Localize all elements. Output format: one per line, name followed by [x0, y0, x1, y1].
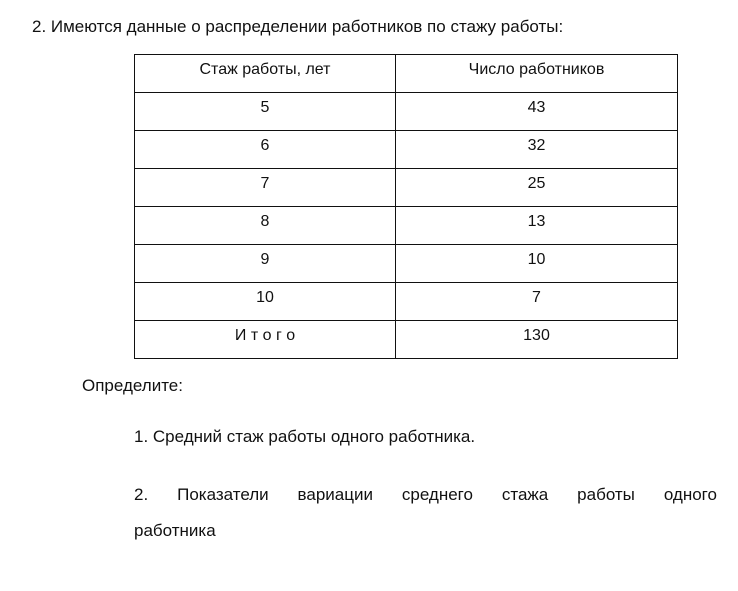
table-header-row — [135, 55, 678, 93]
table-row — [135, 131, 678, 169]
experience-cell: 9 — [135, 245, 396, 283]
experience-cell: 5 — [135, 93, 396, 131]
question-2-word: стажа — [501, 485, 549, 504]
table-row — [135, 245, 678, 283]
experience-distribution-table — [134, 54, 678, 359]
question-2 — [134, 477, 717, 549]
total-value: 130 — [396, 321, 678, 359]
table-row — [135, 207, 678, 245]
table-total-row — [135, 321, 678, 359]
experience-cell: 7 — [135, 169, 396, 207]
workers-cell: 25 — [396, 169, 678, 207]
table-row — [135, 283, 678, 321]
header-experience: Стаж работы, лет — [135, 55, 396, 93]
question-1: 1. Средний стаж работы одного работника. — [134, 427, 476, 446]
task-title: 2. Имеются данные о распределении работников по стажу работы: — [32, 17, 564, 36]
table-row — [135, 93, 678, 131]
question-2-line-1 — [134, 477, 717, 513]
header-workers: Число работников — [396, 55, 678, 93]
question-2-word: работы — [577, 485, 635, 504]
workers-cell: 32 — [396, 131, 678, 169]
workers-cell: 43 — [396, 93, 678, 131]
question-2-word: Показатели — [177, 485, 269, 504]
question-2-line-2: работника — [134, 521, 216, 540]
question-2-word: среднего — [401, 485, 473, 504]
question-2-word: одного — [663, 485, 717, 504]
experience-cell: 8 — [135, 207, 396, 245]
workers-cell: 7 — [396, 283, 678, 321]
workers-cell: 10 — [396, 245, 678, 283]
experience-cell: 10 — [135, 283, 396, 321]
workers-cell: 13 — [396, 207, 678, 245]
determine-heading: Определите: — [82, 376, 183, 395]
table-row — [135, 169, 678, 207]
experience-cell: 6 — [135, 131, 396, 169]
total-label: И т о г о — [135, 321, 396, 359]
question-2-word: 2. — [134, 485, 149, 504]
question-2-word: вариации — [297, 485, 373, 504]
